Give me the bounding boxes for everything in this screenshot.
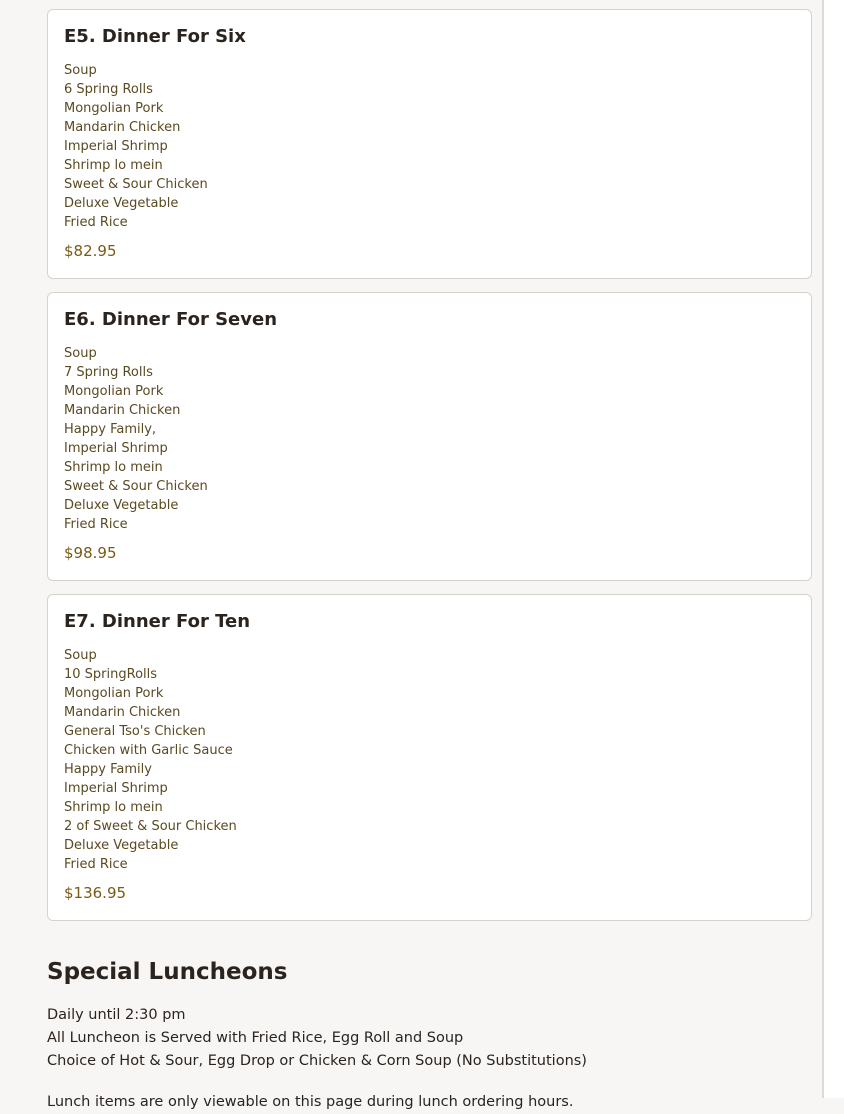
menu-item-content: Mongolian Pork <box>64 384 164 399</box>
menu-item-contents <box>64 61 795 232</box>
menu-item-price: $98.95 <box>64 544 117 562</box>
menu-item-content: Imperial Shrimp <box>64 441 168 456</box>
menu-item-content: General Tso's Chicken <box>64 724 206 739</box>
menu-item-list <box>47 9 812 934</box>
menu-item-content: Shrimp lo mein <box>64 800 163 815</box>
menu-item-content: Fried Rice <box>64 857 128 872</box>
lunch-availability-note: Lunch items are only viewable on this page during lunch ordering hours. <box>47 1094 574 1110</box>
menu-item-card-e7[interactable] <box>47 594 812 921</box>
menu-item-content: Shrimp lo mein <box>64 158 163 173</box>
menu-item-content: 6 Spring Rolls <box>64 82 153 97</box>
menu-item-content: Fried Rice <box>64 215 128 230</box>
menu-item-content: Deluxe Vegetable <box>64 498 179 513</box>
menu-item-content: Deluxe Vegetable <box>64 838 179 853</box>
menu-item-content: Soup <box>64 648 97 663</box>
menu-item-title: E5. Dinner For Six <box>64 26 246 47</box>
menu-item-price: $136.95 <box>64 884 127 902</box>
menu-item-contents <box>64 344 795 534</box>
menu-item-content: 2 of Sweet & Sour Chicken <box>64 819 237 834</box>
menu-item-contents <box>64 646 795 874</box>
section-description <box>47 1004 817 1114</box>
menu-item-content: Mongolian Pork <box>64 101 164 116</box>
menu-item-content: Soup <box>64 63 97 78</box>
menu-item-title: E7. Dinner For Ten <box>64 611 251 632</box>
menu-item-content: Mandarin Chicken <box>64 705 181 720</box>
menu-item-content: Deluxe Vegetable <box>64 196 179 211</box>
right-gutter <box>824 0 844 1098</box>
menu-item-content: 7 Spring Rolls <box>64 365 153 380</box>
soup-choice-text: Choice of Hot & Sour, Egg Drop or Chicken & Corn Soup (No Substitutions) <box>47 1053 587 1069</box>
section-title: Special Luncheons <box>47 959 288 985</box>
lunch-hours-text: Daily until 2:30 pm <box>47 1007 186 1023</box>
menu-item-content: Sweet & Sour Chicken <box>64 479 208 494</box>
menu-item-title: E6. Dinner For Seven <box>64 309 278 330</box>
menu-item-card-e6[interactable] <box>47 292 812 581</box>
menu-item-content: Mongolian Pork <box>64 686 164 701</box>
menu-item-card-e5[interactable] <box>47 9 812 279</box>
menu-item-content: Shrimp lo mein <box>64 460 163 475</box>
special-luncheons-section <box>47 956 817 1114</box>
lunch-served-with-text: All Luncheon is Served with Fried Rice, Egg Roll and Soup <box>47 1030 464 1046</box>
menu-item-content: Chicken with Garlic Sauce <box>64 743 233 758</box>
menu-item-content: Happy Family <box>64 762 152 777</box>
menu-item-content: Mandarin Chicken <box>64 120 181 135</box>
menu-item-content: Imperial Shrimp <box>64 781 168 796</box>
menu-item-content: Sweet & Sour Chicken <box>64 177 208 192</box>
menu-item-content: Fried Rice <box>64 517 128 532</box>
menu-item-content: Mandarin Chicken <box>64 403 181 418</box>
menu-item-content: Soup <box>64 346 97 361</box>
menu-item-content: Happy Family, <box>64 422 157 437</box>
menu-item-price: $82.95 <box>64 242 117 260</box>
menu-item-content: Imperial Shrimp <box>64 139 168 154</box>
menu-item-content: 10 SpringRolls <box>64 667 158 682</box>
